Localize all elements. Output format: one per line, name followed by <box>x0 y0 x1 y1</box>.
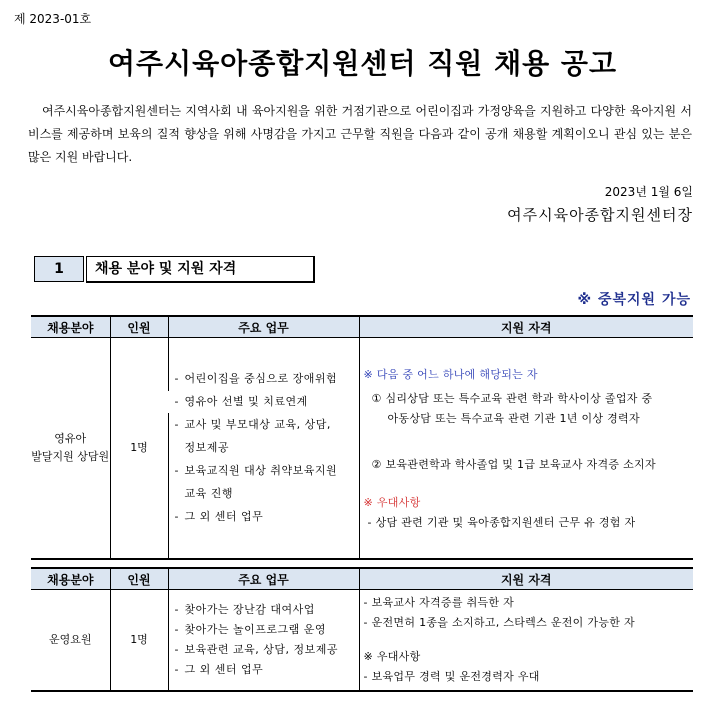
header-count: 인원 <box>110 316 168 338</box>
table-row <box>31 590 693 691</box>
table-header-row <box>31 568 693 590</box>
list-item: - 찾아가는 장난감 대여사업 <box>175 600 359 620</box>
position-duties <box>168 590 359 691</box>
header-field: 채용분야 <box>31 568 110 590</box>
list-item: - 영유아 선별 및 치료연계 <box>175 391 359 413</box>
section-title-box: 채용 분야 및 지원 자격 <box>86 256 315 283</box>
qual-item-2: ② 보육관련학과 학사졸업 및 1급 보육교사 자격증 소지자 <box>371 457 656 471</box>
section-number-box: 1 <box>34 256 84 282</box>
preference-item: - 보육업무 경력 및 운전경력자 우대 <box>363 669 540 683</box>
list-item: - 찾아가는 놀이프로그램 운영 <box>175 620 359 640</box>
list-item: - 그 외 센터 업무 <box>175 505 359 529</box>
list-item: - 보육교직원 대상 취약보육지원 <box>175 459 359 483</box>
position-duties <box>168 338 359 559</box>
position-field: 영유아 발달지원 상담원 <box>31 338 110 559</box>
position-count: 1명 <box>110 590 168 691</box>
table-header-row <box>31 316 693 338</box>
list-item: - 정보제공 <box>175 437 359 459</box>
position-field: 운영요원 <box>31 590 110 691</box>
qual-item: - 운전면허 1종을 소지하고, 스타렉스 운전이 가능한 자 <box>363 615 635 629</box>
header-count: 인원 <box>110 568 168 590</box>
issuer-name: 여주시육아종합지원센터장 <box>507 206 693 224</box>
intro-paragraph: 여주시육아종합지원센터는 지역사회 내 육아지원을 위한 거점기관으로 어린이집과 가정양육을 지원하고 다양한 육아지원 서비스를 제공하며 보육의 질적 향상을 위해 사명감을 가지고 근무할 직원을 다음과 같이 공개 채용할 계획이오니 관심 있는 분은 많은 지원 바랍니다. <box>28 104 692 164</box>
list-item: - 어린이집을 중심으로 장애위험 <box>175 367 359 391</box>
document-number: 제 2023-01호 <box>14 12 92 26</box>
qual-item: - 보육교사 자격증를 취득한 자 <box>363 595 515 609</box>
header-field: 채용분야 <box>31 316 110 338</box>
preference-title: ※ 우대사항 <box>363 495 421 509</box>
position-count: 1명 <box>110 338 168 559</box>
list-item: - 교사 및 부모대상 교육, 상담, <box>175 413 359 437</box>
list-item: - 보육관련 교육, 상담, 정보제공 <box>175 640 359 660</box>
recruitment-table-operator <box>31 567 693 692</box>
header-qualification: 지원 자격 <box>359 568 693 590</box>
header-duties: 주요 업무 <box>168 568 359 590</box>
position-qualifications <box>359 338 693 559</box>
header-qualification: 지원 자격 <box>359 316 693 338</box>
page-title: 여주시육아종합지원센터 직원 채용 공고 <box>107 47 618 80</box>
duplicate-application-note: ※ 중복지원 가능 <box>577 292 691 308</box>
announcement-date: 2023년 1월 6일 <box>604 185 693 199</box>
position-qualifications <box>359 590 693 691</box>
qual-item-1-cont: 아동상담 또는 특수교육 관련 기관 1년 이상 경력자 <box>387 411 640 425</box>
preference-item: - 상담 관련 기관 및 육아종합지원센터 근무 유 경험 자 <box>367 515 636 529</box>
header-duties: 주요 업무 <box>168 316 359 338</box>
qual-item-1: ① 심리상담 또는 특수교육 관련 학과 학사이상 졸업자 중 <box>371 391 653 405</box>
preference-title: ※ 우대사항 <box>363 649 421 663</box>
recruitment-table-counselor <box>31 315 693 560</box>
qual-intro: ※ 다음 중 어느 하나에 해당되는 자 <box>363 367 538 381</box>
table-row <box>31 338 693 559</box>
list-item: - 그 외 센터 업무 <box>175 660 359 680</box>
list-item: - 교육 진행 <box>175 483 359 505</box>
